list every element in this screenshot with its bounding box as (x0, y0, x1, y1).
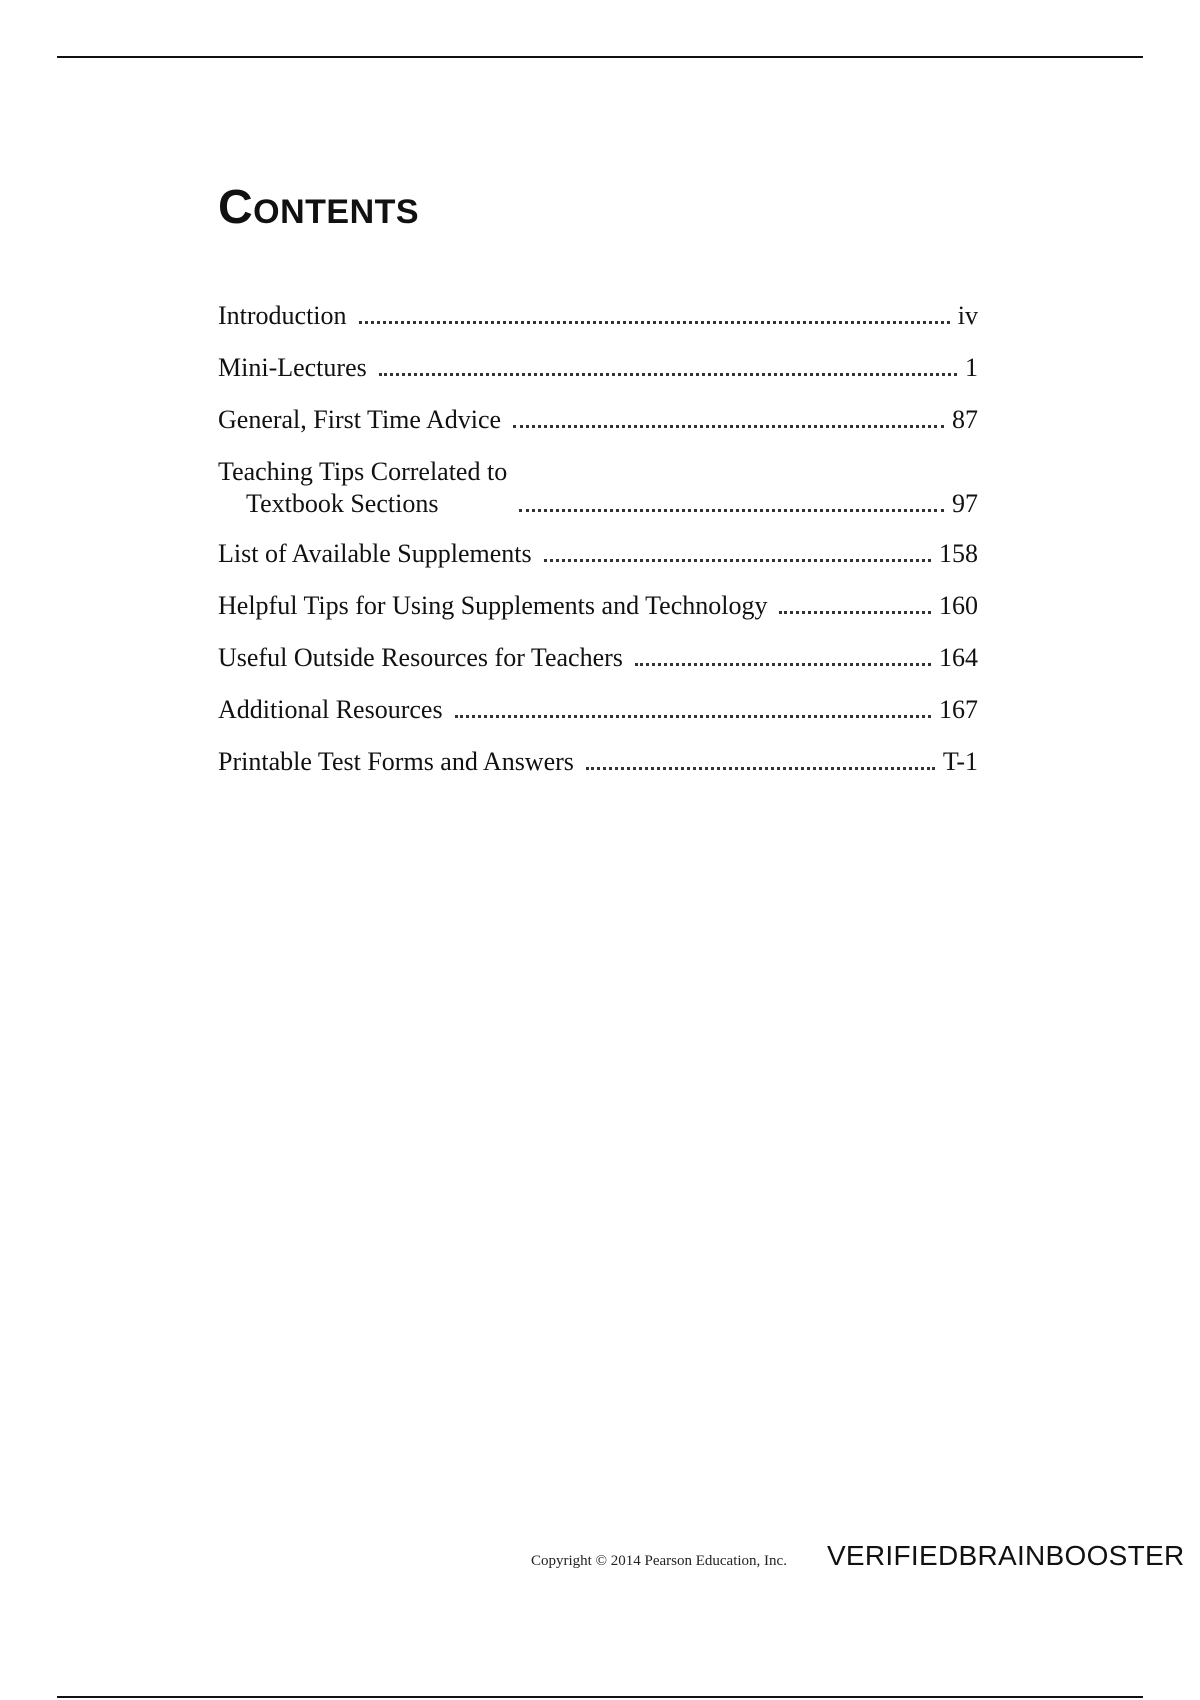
toc-entry-supplements-tips[interactable] (218, 590, 978, 622)
toc-entry-page: 87 (952, 405, 978, 434)
toc-entry-first-time-advice[interactable] (218, 404, 978, 436)
toc-entry-test-forms[interactable] (218, 746, 978, 778)
dot-leader (513, 425, 944, 428)
dot-leader (544, 559, 931, 562)
dot-leader (359, 321, 950, 324)
dot-leader (635, 663, 931, 666)
toc-entry-label: Introduction (218, 301, 347, 330)
toc-entry-page: iv (957, 301, 978, 330)
watermark-text: VERIFIEDBRAINBOOSTER (826, 1540, 1185, 1571)
toc-entry-page: 97 (952, 489, 978, 518)
toc-entry-introduction[interactable] (218, 300, 978, 332)
dot-leader (519, 509, 944, 512)
table-of-contents (218, 300, 978, 798)
toc-entry-page: T-1 (942, 747, 978, 776)
dot-leader (379, 373, 957, 376)
toc-entry-label: Teaching Tips Correlated to (218, 457, 508, 486)
toc-entry-page: 158 (939, 539, 978, 568)
toc-entry-outside-resources[interactable] (218, 642, 978, 674)
toc-entry-label: List of Available Supplements (218, 539, 532, 568)
toc-entry-page: 160 (939, 591, 978, 620)
bottom-rule (57, 1696, 1143, 1698)
toc-entry-label: Useful Outside Resources for Teachers (218, 643, 623, 672)
toc-entry-label: Printable Test Forms and Answers (218, 747, 574, 776)
copyright-notice: Copyright © 2014 Pearson Education, Inc. (531, 1553, 787, 1569)
toc-entry-supplements-list[interactable] (218, 538, 978, 570)
toc-entry-label: Helpful Tips for Using Supplements and Technology (218, 591, 768, 620)
dot-leader (455, 715, 931, 718)
toc-entry-page: 167 (939, 695, 978, 724)
top-rule (57, 56, 1143, 58)
page-footer (531, 1540, 1185, 1572)
toc-entry-page: 1 (965, 353, 978, 382)
toc-entry-label-continued: Textbook Sections (246, 489, 439, 518)
toc-entry-mini-lectures[interactable] (218, 352, 978, 384)
toc-entry-additional-resources[interactable] (218, 694, 978, 726)
toc-entry-label: Mini-Lectures (218, 353, 367, 382)
dot-leader (779, 611, 931, 614)
toc-entry-page: 164 (939, 643, 978, 672)
toc-entry-label: General, First Time Advice (218, 405, 502, 434)
toc-entry-teaching-tips[interactable] (218, 456, 978, 520)
dot-leader (586, 767, 935, 770)
page-title: Contents (218, 181, 420, 234)
toc-entry-label: Additional Resources (218, 695, 443, 724)
